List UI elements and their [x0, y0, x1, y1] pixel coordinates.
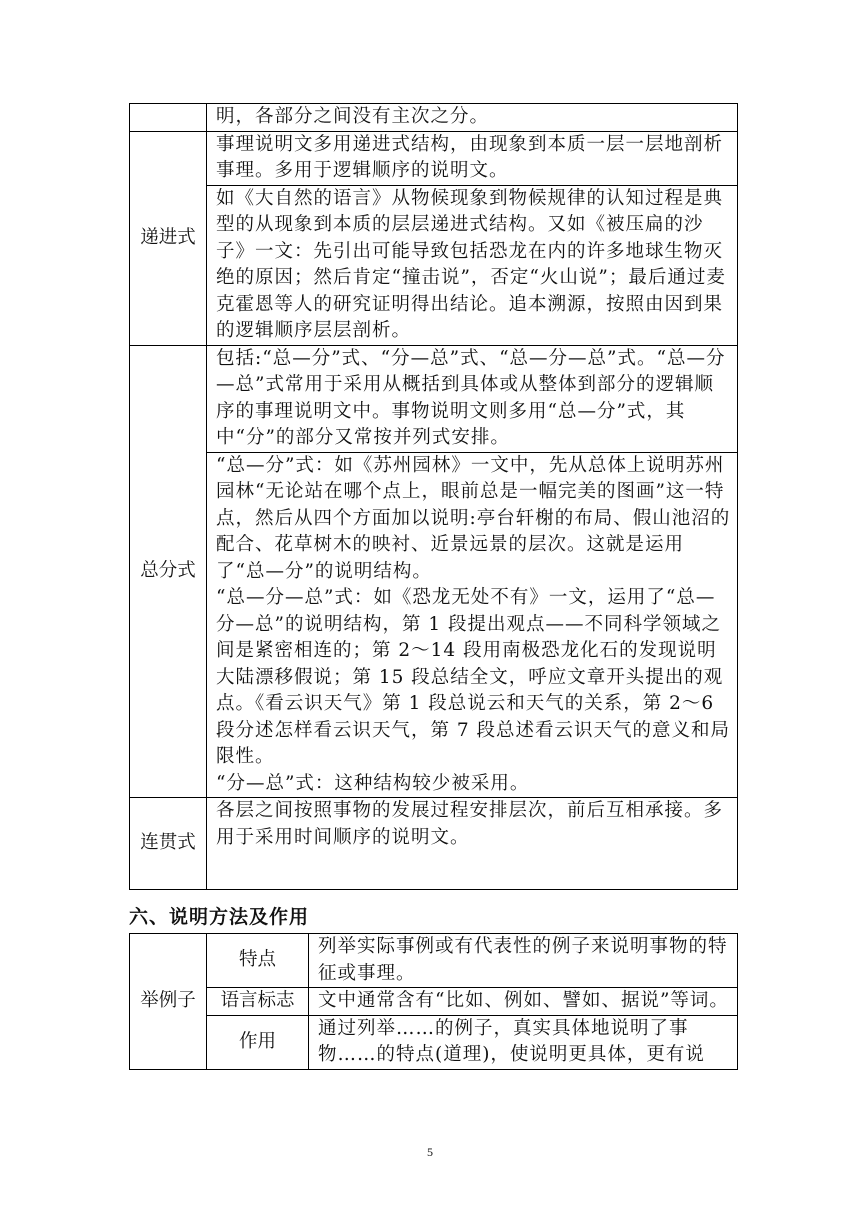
structure-table: [129, 103, 738, 890]
table-row: [130, 131, 738, 185]
progressive-label: 递进式: [130, 131, 207, 345]
intro-text: 明，各部分之间没有主次之分。: [207, 104, 738, 132]
method-label: 举例子: [130, 934, 207, 1070]
table-row: [130, 934, 738, 988]
table-row: [130, 988, 738, 1016]
example-general-specific: “总—分”式：如《苏州园林》一文中，先从总体上说明苏州园林“无论站在哪个点上，眼前总是一幅完美的图画”这一特点，然后从四个方面加以说明:亭台轩榭的布局、假山池沼的配合、花草树木的映衬、近景远景的层次。这就是运用了“总—分”的说明结构。: [216, 454, 731, 582]
example-specific-general: “分—总”式：这种结构较少被采用。: [216, 772, 530, 794]
example-general-specific-general: “总—分—总”式：如《恐龙无处不有》一文，运用了“总—分—总”的说明结构，第 1 段提出观点——不同科学领域之间是紧密相连的；第 2～14 段用南极恐龙化石的发现说明大陆漂移假说；第 15 段总结全文，呼应文章开头提出的观点。《看云识天气》第 1 段总说云和天气的关系，第 2～6 段分述怎样看云识天气，第 7 段总述看云识天气的意义和局限性。: [216, 587, 731, 767]
coherent-label: 连贯式: [130, 798, 207, 890]
feature-label: 特点: [207, 934, 309, 988]
methods-table: [129, 933, 738, 1070]
general-specific-definition: 包括:“总—分”式、“分—总”式、“总—分—总”式。“总—分—总”式常用于采用从概括到具体或从整体到部分的逻辑顺序的事理说明文中。事物说明文则多用“总—分”式，其中“分”的部分又常按并列式安排。: [207, 345, 738, 452]
coherent-definition: 各层之间按照事物的发展过程安排层次，前后互相承接。多用于采用时间顺序的说明文。: [207, 798, 738, 890]
row-label: [130, 104, 207, 132]
table-row: [130, 1015, 738, 1069]
table-row: [130, 104, 738, 132]
table-row: [130, 798, 738, 890]
language-marker-text: 文中通常含有“比如、例如、譬如、据说”等词。: [309, 988, 738, 1016]
table-row: [130, 185, 738, 345]
table-row: [130, 345, 738, 452]
effect-label: 作用: [207, 1015, 309, 1069]
progressive-definition: 事理说明文多用递进式结构，由现象到本质一层一层地剖析事理。多用于逻辑顺序的说明文。: [207, 131, 738, 185]
general-specific-label: 总分式: [130, 345, 207, 798]
section-title: 六、说明方法及作用: [129, 906, 310, 928]
general-specific-examples: [207, 452, 738, 798]
table-row: [130, 452, 738, 798]
page-number: 5: [427, 1145, 433, 1159]
language-marker-label: 语言标志: [207, 988, 309, 1016]
feature-text: 列举实际事例或有代表性的例子来说明事物的特征或事理。: [309, 934, 738, 988]
progressive-example: 如《大自然的语言》从物候现象到物候规律的认知过程是典型的从现象到本质的层层递进式结构。又如《被压扁的沙子》一文：先引出可能导致包括恐龙在内的许多地球生物灭绝的原因；然后肯定“撞击说”，否定“火山说”；最后通过麦克霍恩等人的研究证明得出结论。追本溯源，按照由因到果的逻辑顺序层层剖析。: [207, 185, 738, 345]
effect-text: 通过列举……的例子，真实具体地说明了事物……的特点(道理)，使说明更具体，更有说: [309, 1015, 738, 1069]
